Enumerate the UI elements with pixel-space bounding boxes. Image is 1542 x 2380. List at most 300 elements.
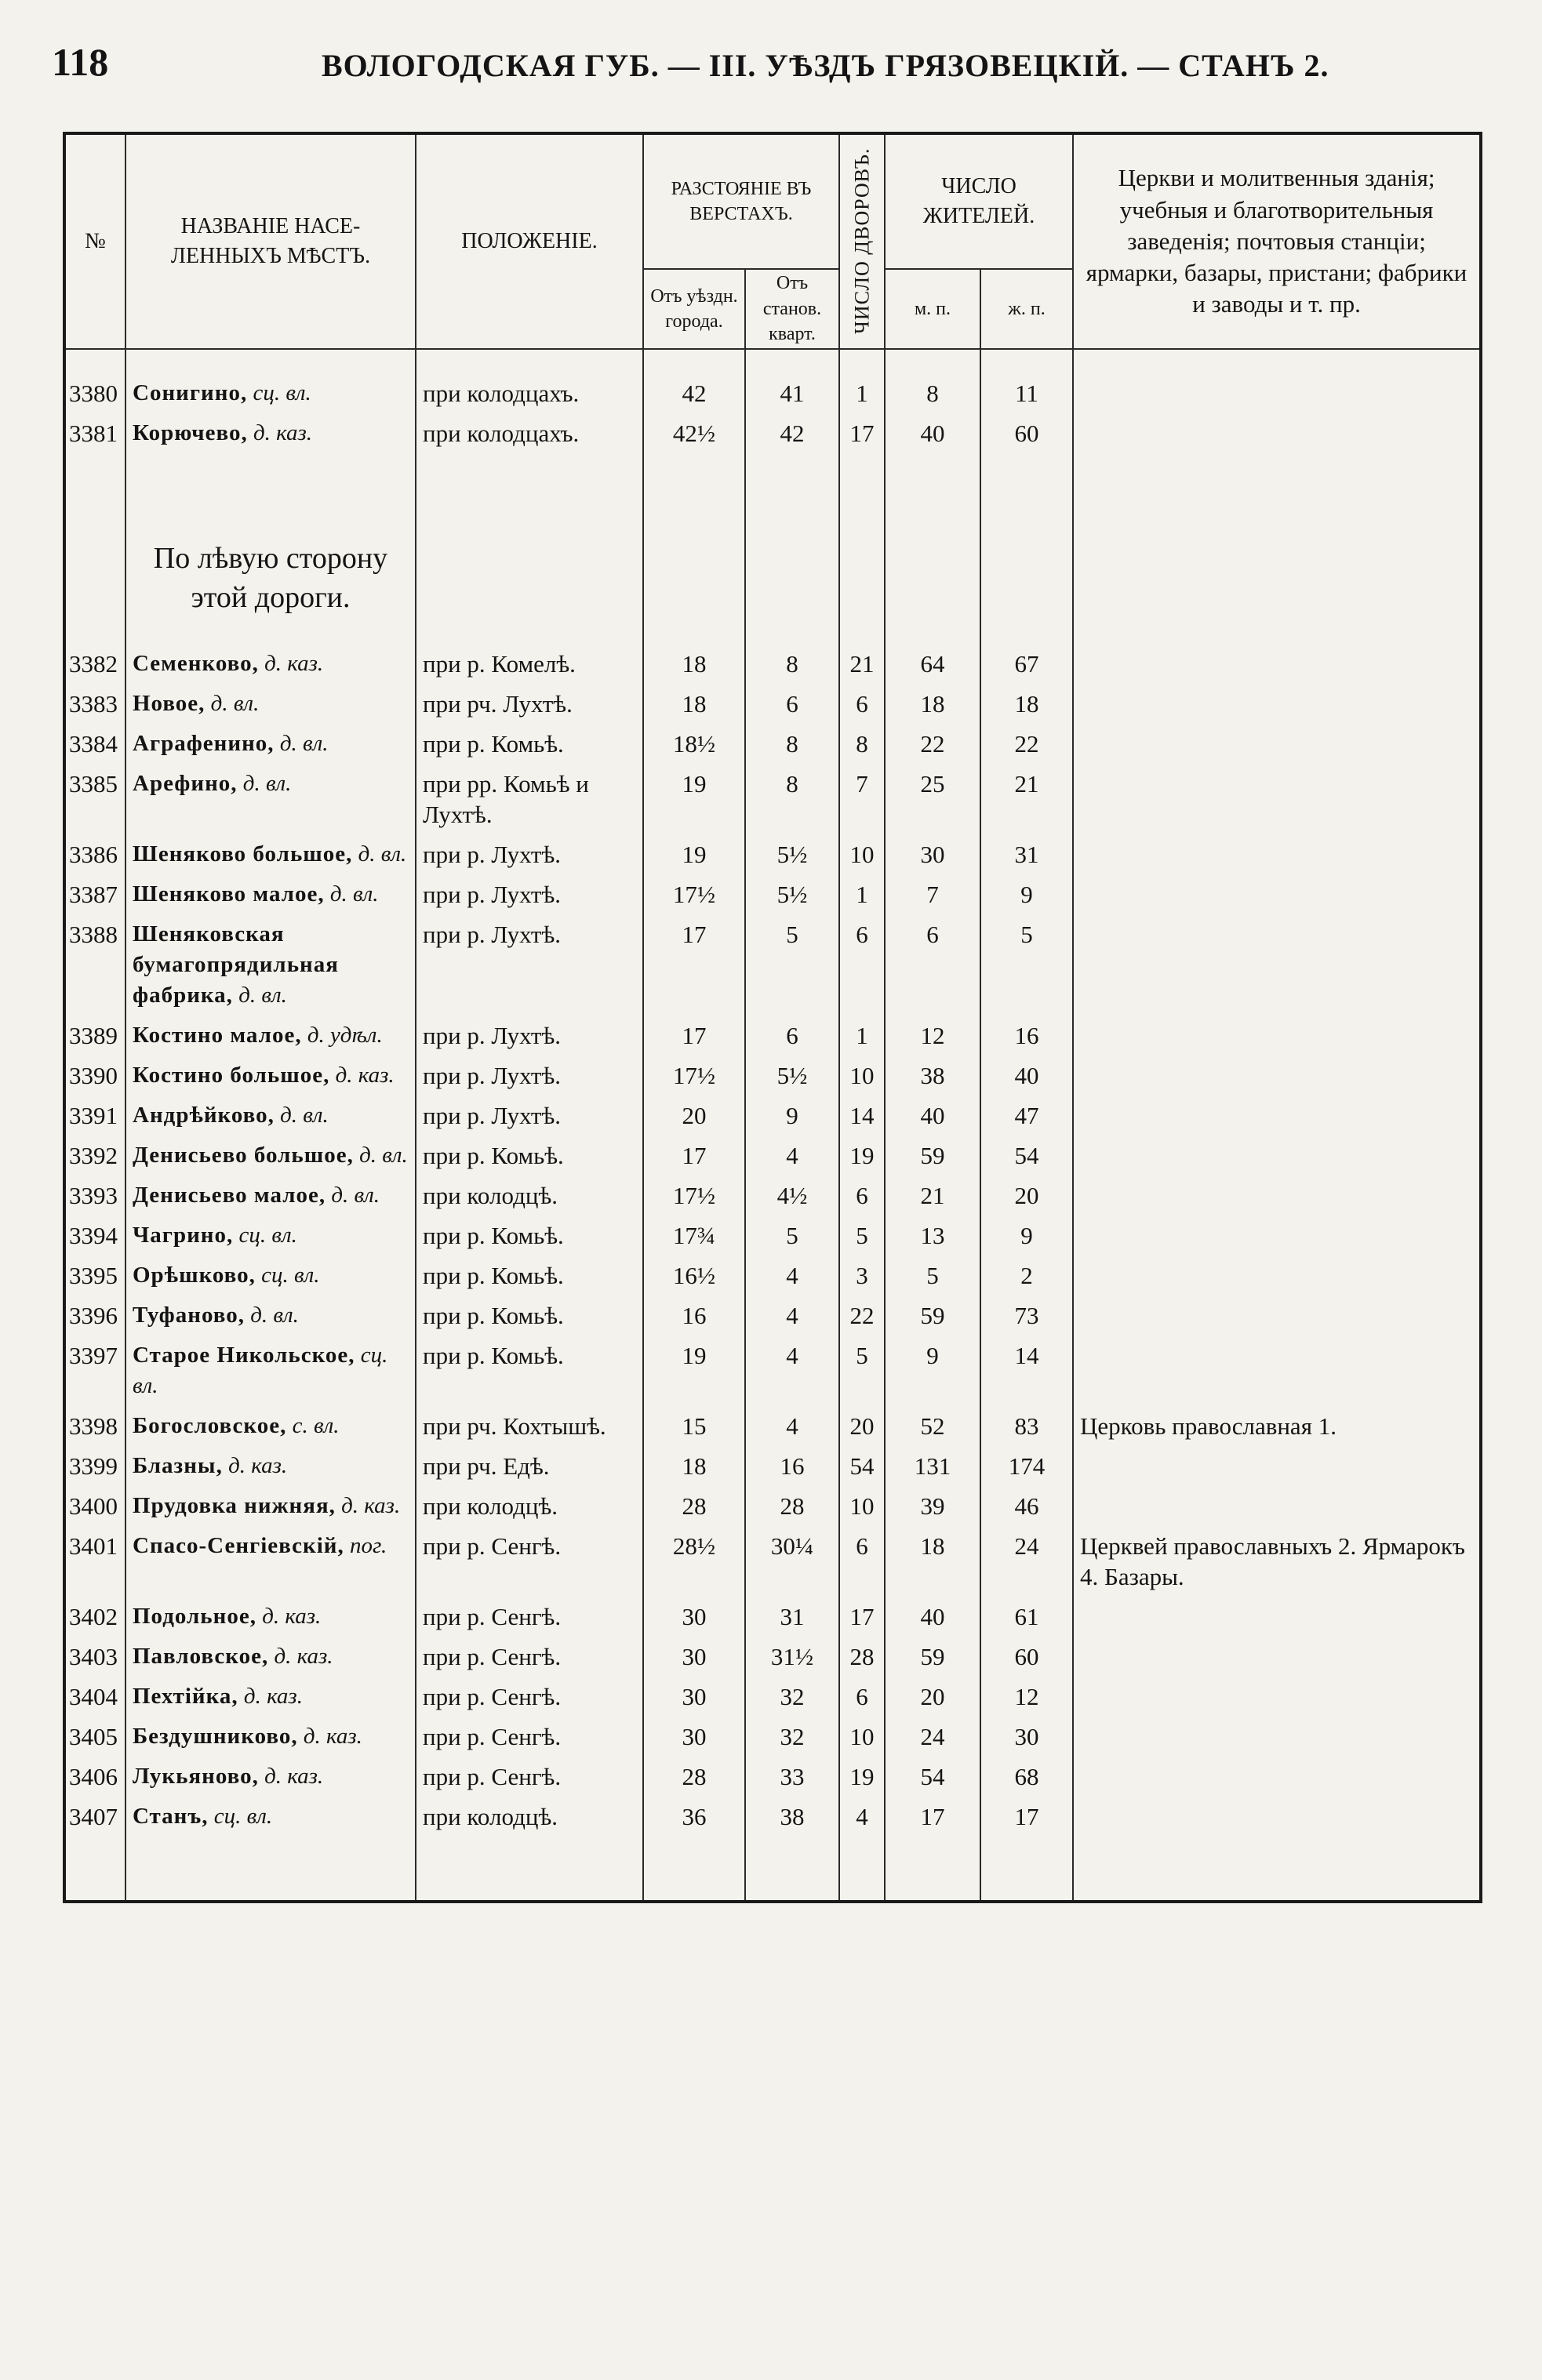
table-row [64, 1056, 1481, 1096]
col-name-header: НАЗВАНІЕ НАСЕ- ЛЕННЫХЪ МѢСТЪ. [125, 133, 416, 349]
settlement-cell [125, 834, 416, 874]
settlement-name: Арефино, [133, 771, 238, 796]
row-number: 3391 [64, 1096, 125, 1135]
section-heading-group [64, 517, 1481, 644]
table-row [64, 644, 1481, 684]
notes-cell [1073, 1677, 1481, 1717]
female-cell: 9 [980, 874, 1073, 914]
row-number: 3385 [64, 764, 125, 834]
distance-town-cell: 18 [643, 644, 745, 684]
settlement-name: Шеняково малое, [133, 881, 325, 907]
distance-town-cell: 28 [643, 1757, 745, 1797]
male-cell: 9 [885, 1335, 980, 1406]
female-cell: 24 [980, 1526, 1073, 1597]
position-cell: при р. Комьѣ. [416, 1255, 643, 1295]
running-title: ВОЛОГОДСКАЯ ГУБ. — III. УѢЗДЪ ГРЯЗОВЕЦКІЙ. — СТАНЪ 2. [322, 48, 1329, 83]
notes-cell [1073, 644, 1481, 684]
households-cell: 1 [839, 1016, 885, 1056]
settlement-name: Туфаново, [133, 1303, 245, 1328]
col-inhabitants-header: ЧИСЛО ЖИТЕЛЕЙ. [885, 133, 1073, 269]
settlement-cell [125, 1406, 416, 1446]
male-cell: 131 [885, 1446, 980, 1486]
distance-station-cell: 6 [745, 684, 839, 724]
distance-town-cell: 19 [643, 1335, 745, 1406]
male-cell: 8 [885, 349, 980, 413]
settlement-type: д. каз. [253, 420, 313, 445]
settlement-name: Павловское, [133, 1644, 269, 1669]
position-cell: при рч. Кохтышѣ. [416, 1406, 643, 1446]
male-cell: 38 [885, 1056, 980, 1096]
settlement-type: сц. вл. [253, 380, 311, 405]
female-cell: 12 [980, 1677, 1073, 1717]
settlement-name: Орѣшково, [133, 1263, 256, 1288]
settlement-cell [125, 1486, 416, 1526]
table-row [64, 413, 1481, 517]
male-cell: 18 [885, 1526, 980, 1597]
distance-town-cell: 30 [643, 1677, 745, 1717]
row-number: 3402 [64, 1597, 125, 1637]
distance-station-cell: 33 [745, 1757, 839, 1797]
notes-cell [1073, 764, 1481, 834]
female-cell: 174 [980, 1446, 1073, 1486]
settlement-name: Спасо-Сенгіевскій, [133, 1533, 344, 1558]
female-cell: 60 [980, 1637, 1073, 1677]
col-female-header: ж. п. [980, 269, 1073, 349]
distance-station-cell: 5½ [745, 1056, 839, 1096]
settlement-cell [125, 1096, 416, 1135]
settlement-cell [125, 1717, 416, 1757]
table-row [64, 1717, 1481, 1757]
settlement-cell [125, 724, 416, 764]
distance-station-cell: 4 [745, 1406, 839, 1446]
male-cell: 52 [885, 1406, 980, 1446]
distance-town-cell: 17 [643, 1016, 745, 1056]
table-row [64, 1255, 1481, 1295]
table-row [64, 1757, 1481, 1797]
position-cell: при р. Комьѣ. [416, 1215, 643, 1255]
row-number: 3386 [64, 834, 125, 874]
distance-station-cell: 9 [745, 1096, 839, 1135]
notes-cell [1073, 1797, 1481, 1902]
table-row [64, 1215, 1481, 1255]
households-cell: 28 [839, 1637, 885, 1677]
position-cell: при рч. Лухтѣ. [416, 684, 643, 724]
settlement-name: Новое, [133, 691, 205, 716]
settlement-name: Богословское, [133, 1413, 287, 1438]
position-cell: при колодцѣ. [416, 1797, 643, 1902]
row-number: 3396 [64, 1295, 125, 1335]
male-cell: 59 [885, 1295, 980, 1335]
notes-cell [1073, 1056, 1481, 1096]
female-cell: 31 [980, 834, 1073, 874]
settlement-name: Старое Никольское, [133, 1343, 355, 1368]
distance-station-cell: 4 [745, 1335, 839, 1406]
households-cell: 6 [839, 1677, 885, 1717]
settlement-cell [125, 1175, 416, 1215]
table-row [64, 1526, 1481, 1597]
settlement-name: Лукьяново, [133, 1764, 259, 1789]
table-row [64, 834, 1481, 874]
male-cell: 39 [885, 1486, 980, 1526]
position-cell: при р. Комьѣ. [416, 1335, 643, 1406]
table-row [64, 724, 1481, 764]
table-row [64, 1135, 1481, 1175]
distance-station-cell: 31½ [745, 1637, 839, 1677]
households-cell: 1 [839, 349, 885, 413]
notes-cell [1073, 1255, 1481, 1295]
male-cell: 5 [885, 1255, 980, 1295]
settlement-type: пог. [350, 1533, 387, 1558]
households-cell: 10 [839, 1056, 885, 1096]
col-from-station-header: Отъ станов. кварт. [745, 269, 839, 349]
settlement-type: д. вл. [358, 841, 407, 867]
male-cell: 22 [885, 724, 980, 764]
settlement-name: Сонигино, [133, 380, 248, 405]
households-cell: 5 [839, 1215, 885, 1255]
section-row [64, 517, 1481, 644]
row-number: 3399 [64, 1446, 125, 1486]
col-distance-header: РАЗСТОЯНІЕ ВЪ ВЕРСТАХЪ. [643, 133, 839, 269]
distance-town-cell: 28 [643, 1486, 745, 1526]
table-row [64, 1797, 1481, 1902]
settlement-name: Андрѣйково, [133, 1103, 275, 1128]
female-cell: 5 [980, 914, 1073, 1016]
distance-town-cell: 17 [643, 1135, 745, 1175]
households-cell: 4 [839, 1797, 885, 1902]
settlement-type: д. вл. [331, 1183, 380, 1208]
distance-town-cell: 18 [643, 684, 745, 724]
distance-station-cell: 5½ [745, 874, 839, 914]
settlement-name: Бездушниково, [133, 1724, 298, 1749]
position-cell: при р. Сенгѣ. [416, 1637, 643, 1677]
settlement-type: д. вл. [210, 691, 260, 716]
table-row [64, 874, 1481, 914]
settlement-cell [125, 1255, 416, 1295]
position-cell: при р. Лухтѣ. [416, 914, 643, 1016]
households-cell: 1 [839, 874, 885, 914]
male-cell: 21 [885, 1175, 980, 1215]
settlements-table [63, 132, 1482, 1903]
position-cell: при р. Комелѣ. [416, 644, 643, 684]
position-cell: при р. Лухтѣ. [416, 1016, 643, 1056]
distance-station-cell: 8 [745, 764, 839, 834]
row-number: 3387 [64, 874, 125, 914]
settlement-cell [125, 1446, 416, 1486]
female-cell: 18 [980, 684, 1073, 724]
distance-town-cell: 17½ [643, 1056, 745, 1096]
settlement-name: Станъ, [133, 1804, 209, 1829]
male-cell: 20 [885, 1677, 980, 1717]
settlement-type: д. каз. [303, 1724, 362, 1749]
notes-cell: Церковь православная 1. [1073, 1406, 1481, 1446]
position-cell: при р. Сенгѣ. [416, 1677, 643, 1717]
distance-town-cell: 17½ [643, 874, 745, 914]
row-number: 3380 [64, 349, 125, 413]
notes-cell [1073, 1446, 1481, 1486]
settlement-type: д. вл. [280, 1103, 329, 1128]
female-cell: 46 [980, 1486, 1073, 1526]
female-cell: 40 [980, 1056, 1073, 1096]
female-cell: 54 [980, 1135, 1073, 1175]
settlement-cell [125, 1757, 416, 1797]
male-cell: 59 [885, 1637, 980, 1677]
distance-town-cell: 20 [643, 1096, 745, 1135]
male-cell: 30 [885, 834, 980, 874]
female-cell: 9 [980, 1215, 1073, 1255]
settlement-name: Денисьево большое, [133, 1143, 354, 1168]
distance-station-cell: 5½ [745, 834, 839, 874]
households-cell: 3 [839, 1255, 885, 1295]
distance-station-cell: 31 [745, 1597, 839, 1637]
table-body-lower [64, 644, 1481, 1902]
table-header [64, 133, 1481, 349]
row-number: 3397 [64, 1335, 125, 1406]
table-row [64, 1677, 1481, 1717]
distance-station-cell: 30¼ [745, 1526, 839, 1597]
distance-station-cell: 5 [745, 914, 839, 1016]
settlement-cell [125, 1597, 416, 1637]
distance-town-cell: 36 [643, 1797, 745, 1902]
notes-cell [1073, 1486, 1481, 1526]
col-households-header: ЧИСЛО ДВОРОВЪ. [839, 133, 885, 349]
settlement-cell [125, 914, 416, 1016]
settlement-type: д. вл. [359, 1143, 408, 1168]
distance-station-cell: 6 [745, 1016, 839, 1056]
settlement-name: Аграфенино, [133, 731, 275, 756]
female-cell: 68 [980, 1757, 1073, 1797]
distance-town-cell: 17½ [643, 1175, 745, 1215]
settlement-cell [125, 1335, 416, 1406]
row-number: 3398 [64, 1406, 125, 1446]
section-title: По лѣвую сторону этой дороги. [125, 517, 416, 644]
households-cell: 5 [839, 1335, 885, 1406]
households-cell: 6 [839, 684, 885, 724]
settlement-cell [125, 1295, 416, 1335]
distance-station-cell: 32 [745, 1717, 839, 1757]
distance-town-cell: 42 [643, 349, 745, 413]
households-cell: 10 [839, 834, 885, 874]
page-header [47, 39, 1490, 102]
households-cell: 8 [839, 724, 885, 764]
position-cell: при р. Комьѣ. [416, 1295, 643, 1335]
male-cell: 12 [885, 1016, 980, 1056]
table-row [64, 1096, 1481, 1135]
settlement-cell [125, 1677, 416, 1717]
position-cell: при колодцахъ. [416, 413, 643, 517]
row-number: 3400 [64, 1486, 125, 1526]
settlement-type: сц. вл. [213, 1804, 273, 1829]
distance-station-cell: 38 [745, 1797, 839, 1902]
settlement-cell [125, 764, 416, 834]
notes-cell [1073, 914, 1481, 1016]
distance-town-cell: 15 [643, 1406, 745, 1446]
female-cell: 47 [980, 1096, 1073, 1135]
settlement-type: д. каз. [264, 651, 324, 676]
settlement-type: д. каз. [264, 1764, 324, 1789]
position-cell: при р. Сенгѣ. [416, 1597, 643, 1637]
table-row [64, 1335, 1481, 1406]
table-row [64, 914, 1481, 1016]
households-cell: 20 [839, 1406, 885, 1446]
notes-cell [1073, 1757, 1481, 1797]
position-cell: при р. Лухтѣ. [416, 874, 643, 914]
households-cell: 19 [839, 1135, 885, 1175]
female-cell: 16 [980, 1016, 1073, 1056]
settlement-cell [125, 1056, 416, 1096]
settlement-cell [125, 1016, 416, 1056]
row-number: 3390 [64, 1056, 125, 1096]
settlement-cell [125, 644, 416, 684]
notes-cell [1073, 1637, 1481, 1677]
col-notes-header: Церкви и молитвенныя зданія; учебныя и благотворительныя заведенія; почтовыя станціи; ярмарки, базары, пристани; фабрики и заводы и т. пр. [1073, 133, 1481, 349]
male-cell: 25 [885, 764, 980, 834]
row-number: 3388 [64, 914, 125, 1016]
notes-cell [1073, 834, 1481, 874]
male-cell: 54 [885, 1757, 980, 1797]
female-cell: 60 [980, 413, 1073, 517]
notes-cell [1073, 724, 1481, 764]
table-row [64, 1295, 1481, 1335]
notes-cell [1073, 1016, 1481, 1056]
settlement-cell [125, 1526, 416, 1597]
households-cell: 17 [839, 413, 885, 517]
female-cell: 20 [980, 1175, 1073, 1215]
settlement-type: д. каз. [341, 1493, 401, 1518]
notes-cell [1073, 1215, 1481, 1255]
distance-town-cell: 30 [643, 1597, 745, 1637]
households-cell: 19 [839, 1757, 885, 1797]
table-row [64, 684, 1481, 724]
table-row [64, 349, 1481, 413]
households-cell: 10 [839, 1486, 885, 1526]
households-cell: 21 [839, 644, 885, 684]
male-cell: 17 [885, 1797, 980, 1902]
households-cell: 22 [839, 1295, 885, 1335]
settlement-name: Семенково, [133, 651, 259, 676]
row-number: 3393 [64, 1175, 125, 1215]
settlement-type: д. вл. [279, 731, 329, 756]
female-cell: 2 [980, 1255, 1073, 1295]
settlement-name: Прудовка нижняя, [133, 1493, 336, 1518]
notes-cell [1073, 874, 1481, 914]
settlement-type: сц. вл. [261, 1263, 320, 1288]
distance-town-cell: 17¾ [643, 1215, 745, 1255]
col-from-town-header: Отъ уѣздн. города. [643, 269, 745, 349]
households-cell: 54 [839, 1446, 885, 1486]
settlement-name: Денисьево малое, [133, 1183, 326, 1208]
male-cell: 24 [885, 1717, 980, 1757]
notes-cell [1073, 1295, 1481, 1335]
table-row [64, 1175, 1481, 1215]
position-cell: при р. Комьѣ. [416, 1135, 643, 1175]
col-position-header: ПОЛОЖЕНІЕ. [416, 133, 643, 349]
female-cell: 73 [980, 1295, 1073, 1335]
distance-station-cell: 5 [745, 1215, 839, 1255]
row-number: 3389 [64, 1016, 125, 1056]
row-number: 3392 [64, 1135, 125, 1175]
distance-town-cell: 16 [643, 1295, 745, 1335]
settlement-type: сц. вл. [238, 1223, 297, 1248]
female-cell: 21 [980, 764, 1073, 834]
table-body-upper [64, 349, 1481, 517]
households-cell: 6 [839, 914, 885, 1016]
notes-cell [1073, 1597, 1481, 1637]
distance-station-cell: 42 [745, 413, 839, 517]
distance-town-cell: 30 [643, 1637, 745, 1677]
distance-town-cell: 19 [643, 764, 745, 834]
settlement-cell [125, 874, 416, 914]
notes-cell [1073, 1175, 1481, 1215]
female-cell: 83 [980, 1406, 1073, 1446]
col-male-header: м. п. [885, 269, 980, 349]
row-number: 3384 [64, 724, 125, 764]
settlement-cell [125, 1637, 416, 1677]
table-row [64, 1446, 1481, 1486]
households-cell: 6 [839, 1175, 885, 1215]
distance-station-cell: 4 [745, 1295, 839, 1335]
female-cell: 22 [980, 724, 1073, 764]
settlement-type: д. вл. [250, 1303, 299, 1328]
distance-station-cell: 8 [745, 644, 839, 684]
position-cell: при р. Лухтѣ. [416, 1056, 643, 1096]
households-cell: 6 [839, 1526, 885, 1597]
settlement-name: Шеняково большое, [133, 841, 353, 867]
settlement-cell [125, 413, 416, 517]
settlement-name: Шеняковская бумагопрядильная фабрика, [133, 921, 339, 1008]
row-number: 3406 [64, 1757, 125, 1797]
distance-station-cell: 4 [745, 1135, 839, 1175]
position-cell: при колодцѣ. [416, 1175, 643, 1215]
settlement-type: д. каз. [274, 1644, 333, 1669]
notes-cell: Церквей православныхъ 2. Ярмарокъ 4. Базары. [1073, 1526, 1481, 1597]
row-number: 3383 [64, 684, 125, 724]
position-cell: при р. Лухтѣ. [416, 1096, 643, 1135]
row-number: 3403 [64, 1637, 125, 1677]
settlement-type: с. вл. [292, 1413, 340, 1438]
male-cell: 40 [885, 1096, 980, 1135]
distance-town-cell: 42½ [643, 413, 745, 517]
female-cell: 14 [980, 1335, 1073, 1406]
position-cell: при р. Лухтѣ. [416, 834, 643, 874]
position-cell: при колодцахъ. [416, 349, 643, 413]
distance-town-cell: 18½ [643, 724, 745, 764]
female-cell: 11 [980, 349, 1073, 413]
row-number: 3407 [64, 1797, 125, 1902]
female-cell: 61 [980, 1597, 1073, 1637]
table-row [64, 764, 1481, 834]
position-cell: при р. Комьѣ. [416, 724, 643, 764]
male-cell: 64 [885, 644, 980, 684]
female-cell: 67 [980, 644, 1073, 684]
households-cell: 17 [839, 1597, 885, 1637]
male-cell: 7 [885, 874, 980, 914]
settlement-type: д. каз. [243, 1684, 303, 1709]
distance-station-cell: 28 [745, 1486, 839, 1526]
position-cell: при рр. Комьѣ и Лухтѣ. [416, 764, 643, 834]
female-cell: 30 [980, 1717, 1073, 1757]
female-cell: 17 [980, 1797, 1073, 1902]
position-cell: при р. Сенгѣ. [416, 1526, 643, 1597]
position-cell: при р. Сенгѣ. [416, 1757, 643, 1797]
notes-cell [1073, 349, 1481, 413]
notes-cell [1073, 413, 1481, 517]
settlement-cell [125, 684, 416, 724]
row-number: 3395 [64, 1255, 125, 1295]
table-row [64, 1637, 1481, 1677]
notes-cell [1073, 1135, 1481, 1175]
households-cell: 14 [839, 1096, 885, 1135]
distance-station-cell: 32 [745, 1677, 839, 1717]
